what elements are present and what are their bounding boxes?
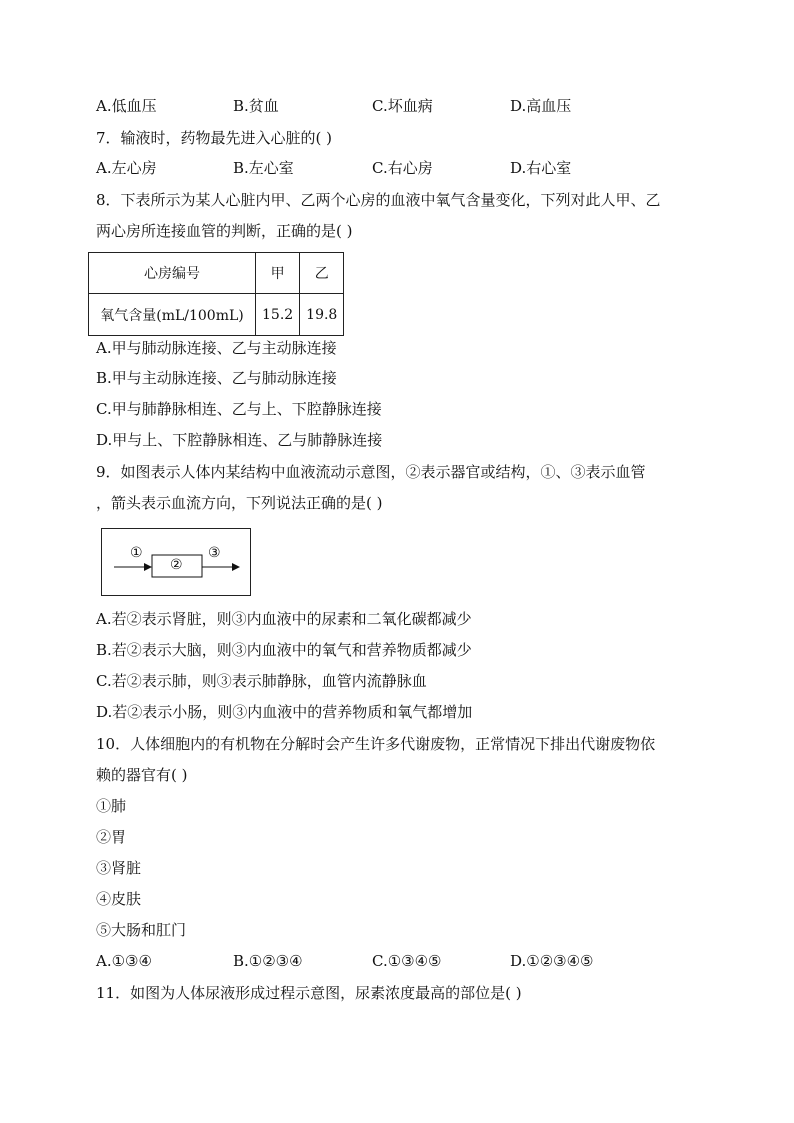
blood-flow-diagram bbox=[101, 528, 251, 596]
q10-option-d: D.①②③④⑤ bbox=[510, 952, 594, 970]
q9-stem-line1: 9．如图表示人体内某结构中血液流动示意图，②表示器官或结构，①、③表示血管 bbox=[96, 463, 646, 481]
q10-item-4: ④皮肤 bbox=[96, 890, 142, 908]
q8-option-b: B.甲与主动脉连接、乙与肺动脉连接 bbox=[96, 369, 337, 387]
label-vessel-1: ① bbox=[130, 545, 143, 561]
q8-option-c: C.甲与肺静脉相连、乙与上、下腔静脉连接 bbox=[96, 400, 382, 418]
q7-option-b: B.左心室 bbox=[233, 159, 294, 177]
q8-option-a: A.甲与肺动脉连接、乙与主动脉连接 bbox=[96, 339, 337, 357]
q8-stem-line1: 8．下表所示为某人心脏内甲、乙两个心房的血液中氧气含量变化，下列对此人甲、乙 bbox=[96, 191, 661, 209]
table-header-cell: 心房编号 bbox=[89, 253, 256, 294]
q7-option-a: A.左心房 bbox=[96, 159, 157, 177]
q10-item-2: ②胃 bbox=[96, 828, 127, 846]
label-vessel-3: ③ bbox=[208, 545, 221, 561]
table-header-cell: 乙 bbox=[300, 253, 344, 294]
q9-option-c: C.若②表示肺，则③表示肺静脉，血管内流静脉血 bbox=[96, 672, 427, 690]
label-organ-2: ② bbox=[170, 557, 183, 573]
table-cell: 氧气含量(mL/100mL) bbox=[89, 294, 256, 336]
table-header-cell: 甲 bbox=[256, 253, 300, 294]
q9-option-a: A.若②表示肾脏，则③内血液中的尿素和二氧化碳都减少 bbox=[96, 610, 472, 628]
q6-option-b: B.贫血 bbox=[233, 97, 279, 115]
q7-option-c: C.右心房 bbox=[372, 159, 433, 177]
q10-option-c: C.①③④⑤ bbox=[372, 952, 442, 970]
oxygen-table bbox=[88, 252, 344, 336]
q8-option-d: D.甲与上、下腔静脉相连、乙与肺静脉连接 bbox=[96, 431, 383, 449]
q10-stem-line2: 赖的器官有( ) bbox=[96, 766, 188, 784]
q10-item-5: ⑤大肠和肛门 bbox=[96, 921, 187, 939]
q7-stem: 7．输液时，药物最先进入心脏的( ) bbox=[96, 129, 333, 147]
q7-option-d: D.右心室 bbox=[510, 159, 572, 177]
q9-option-b: B.若②表示大脑，则③内血液中的氧气和营养物质都减少 bbox=[96, 641, 472, 659]
q11-stem: 11．如图为人体尿液形成过程示意图，尿素浓度最高的部位是( ) bbox=[96, 984, 522, 1002]
q9-stem-line2: ，箭头表示血流方向，下列说法正确的是( ) bbox=[96, 494, 383, 512]
table-cell: 19.8 bbox=[300, 294, 344, 336]
table-cell: 15.2 bbox=[256, 294, 300, 336]
q10-item-3: ③肾脏 bbox=[96, 859, 142, 877]
q10-option-a: A.①③④ bbox=[96, 952, 152, 970]
q6-option-d: D.高血压 bbox=[510, 97, 572, 115]
q6-option-c: C.坏血病 bbox=[372, 97, 433, 115]
q8-stem-line2: 两心房所连接血管的判断，正确的是( ) bbox=[96, 222, 353, 240]
q9-option-d: D.若②表示小肠，则③内血液中的营养物质和氧气都增加 bbox=[96, 703, 473, 721]
q10-item-1: ①肺 bbox=[96, 797, 127, 815]
q6-option-a: A.低血压 bbox=[96, 97, 157, 115]
q10-stem-line1: 10．人体细胞内的有机物在分解时会产生许多代谢废物，正常情况下排出代谢废物依 bbox=[96, 735, 656, 753]
q10-option-b: B.①②③④ bbox=[233, 952, 303, 970]
